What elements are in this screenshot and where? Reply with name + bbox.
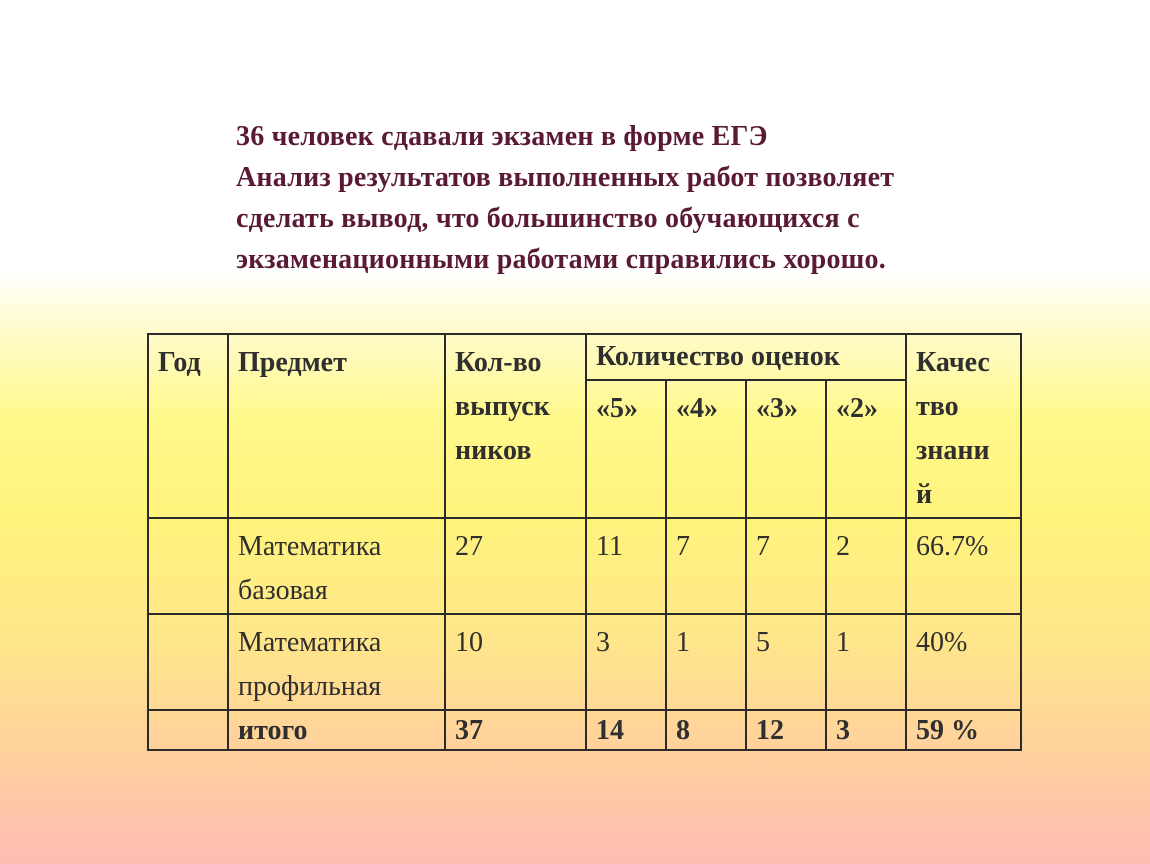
cell-grade-2: 1 bbox=[826, 614, 906, 710]
intro-line-3: сделать вывод, что большинство обучающихся с bbox=[236, 203, 860, 234]
header-grades-group bbox=[586, 334, 906, 380]
header-year-label: Год bbox=[158, 347, 201, 378]
total-label: итого bbox=[228, 710, 445, 750]
cell-subject bbox=[228, 614, 445, 710]
header-quality-line: й bbox=[916, 479, 933, 510]
cell-grade-3: 7 bbox=[746, 518, 826, 614]
intro-line-2: Анализ результатов выполненных работ позволяет bbox=[236, 162, 895, 193]
cell-subject-line: Математика bbox=[238, 627, 382, 658]
total-row bbox=[148, 710, 1021, 750]
header-graduates-line: Кол-во bbox=[455, 347, 542, 378]
header-grade-5: «5» bbox=[586, 380, 666, 518]
total-quality: 59 % bbox=[906, 710, 1021, 750]
cell-year bbox=[148, 518, 228, 614]
total-grade-5: 14 bbox=[586, 710, 666, 750]
cell-year bbox=[148, 614, 228, 710]
cell-quality: 66.7% bbox=[906, 518, 1021, 614]
header-row bbox=[148, 334, 1021, 380]
header-graduates-line: выпуск bbox=[455, 391, 550, 422]
header-grade-3: «3» bbox=[746, 380, 826, 518]
table-row bbox=[148, 614, 1021, 710]
cell-grade-4: 1 bbox=[666, 614, 746, 710]
total-grade-2: 3 bbox=[826, 710, 906, 750]
header-subject bbox=[228, 334, 445, 518]
header-quality-line: знани bbox=[916, 435, 990, 466]
header-grades-group-label: Количество оценок bbox=[596, 341, 840, 372]
total-year bbox=[148, 710, 228, 750]
cell-subject-line: Математика bbox=[238, 531, 382, 562]
header-quality-line: Качес bbox=[916, 347, 990, 378]
header-year bbox=[148, 334, 228, 518]
header-graduates-line: ников bbox=[455, 435, 532, 466]
cell-subject bbox=[228, 518, 445, 614]
table-row bbox=[148, 518, 1021, 614]
header-grade-4: «4» bbox=[666, 380, 746, 518]
cell-grade-5: 3 bbox=[586, 614, 666, 710]
cell-graduates: 27 bbox=[445, 518, 586, 614]
total-grade-4: 8 bbox=[666, 710, 746, 750]
header-quality bbox=[906, 334, 1021, 518]
intro-line-4: экзаменационными работами справились хорошо. bbox=[236, 244, 886, 275]
cell-grade-2: 2 bbox=[826, 518, 906, 614]
exam-results-table bbox=[147, 333, 1022, 751]
header-grade-2: «2» bbox=[826, 380, 906, 518]
cell-grade-3: 5 bbox=[746, 614, 826, 710]
cell-grade-5: 11 bbox=[586, 518, 666, 614]
intro-line-1: 36 человек сдавали экзамен в форме ЕГЭ bbox=[236, 121, 768, 152]
intro-text bbox=[236, 116, 1036, 280]
cell-subject-line: базовая bbox=[238, 575, 328, 606]
total-graduates: 37 bbox=[445, 710, 586, 750]
header-graduates bbox=[445, 334, 586, 518]
header-quality-line: тво bbox=[916, 391, 959, 422]
cell-grade-4: 7 bbox=[666, 518, 746, 614]
total-grade-3: 12 bbox=[746, 710, 826, 750]
cell-subject-line: профильная bbox=[238, 671, 382, 702]
cell-quality: 40% bbox=[906, 614, 1021, 710]
header-subject-label: Предмет bbox=[238, 347, 347, 378]
cell-graduates: 10 bbox=[445, 614, 586, 710]
